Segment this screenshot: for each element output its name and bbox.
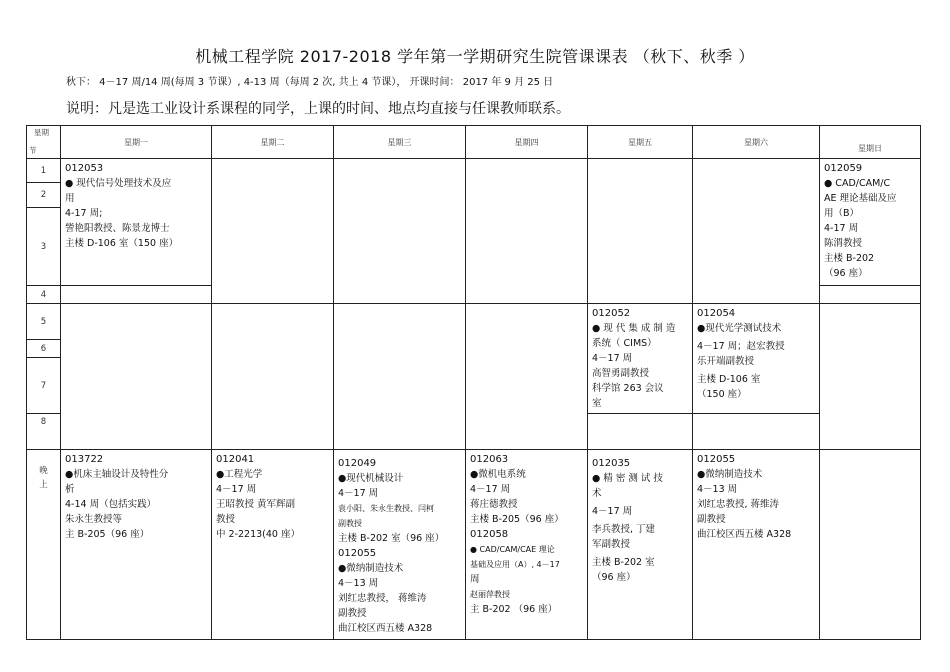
course-line: ● CAD/CAM/CAE 理论	[470, 545, 555, 554]
course-line: 系统（ CIMS）	[592, 338, 657, 349]
day-header-mon: 星期一	[61, 126, 212, 159]
course-cell-sun-morning	[820, 159, 921, 286]
empty-cell	[588, 159, 693, 304]
course-cell-mon-morning	[61, 159, 212, 286]
empty-cell	[820, 450, 921, 640]
course-line: 蒋庄德教授	[470, 499, 518, 510]
course-line: 訾艳阳教授、陈景龙博士	[65, 223, 170, 234]
course-line: AE 理论基础及应	[824, 193, 897, 204]
course-code: 012052	[592, 308, 631, 319]
course-line: 4－17 周；赵宏教授	[697, 341, 785, 352]
course-code: 012053	[65, 163, 104, 174]
course-code: 013722	[65, 454, 104, 465]
day-header-fri: 星期五	[588, 126, 693, 159]
course-line: 析	[65, 484, 75, 495]
course-line: 刘红忠教授, 蒋维涛	[697, 499, 780, 510]
day-header-sun: 星期日	[820, 126, 921, 159]
schedule-table	[26, 125, 921, 640]
empty-cell	[820, 304, 921, 450]
header-row	[27, 126, 921, 159]
empty-cell	[61, 304, 212, 450]
course-line: 乐开端副教授	[697, 356, 755, 367]
course-cell-tue-evening	[212, 450, 334, 640]
evening-char: 晚	[39, 466, 48, 476]
course-line: 高智勇副教授	[592, 368, 650, 379]
course-code: 012055	[338, 548, 377, 559]
empty-cell	[820, 286, 921, 304]
day-header-wed: 星期三	[334, 126, 466, 159]
course-line: 主楼 D-106 室	[697, 374, 761, 385]
section-6-label: 6	[27, 340, 61, 358]
section-7-label: 7	[27, 358, 61, 414]
course-line: ●微纳制造技术	[697, 469, 763, 480]
course-line: 基础及应用（A）, 4－17	[470, 560, 560, 569]
course-line: ●现代机械设计	[338, 473, 404, 484]
course-cell-mon-evening	[61, 450, 212, 640]
course-cell-fri-afternoon	[588, 304, 693, 414]
empty-cell	[334, 159, 466, 304]
course-line: 室	[592, 398, 602, 409]
empty-cell	[466, 159, 588, 304]
course-line: ●微机电系统	[470, 469, 526, 480]
section-evening-label	[27, 450, 61, 640]
course-code: 012058	[470, 529, 509, 540]
course-line: 曲江校区西五楼 A328	[697, 529, 792, 540]
course-line: 4－13 周	[697, 484, 738, 495]
page-title: 机械工程学院 2017-2018 学年第一学期研究生院管课课表 （秋下、秋季 ）	[195, 47, 755, 66]
course-line: 术	[592, 488, 602, 499]
course-line: ●工程光学	[216, 469, 263, 480]
course-line: （96 座）	[824, 268, 868, 279]
empty-cell	[588, 414, 693, 450]
course-cell-wed-evening	[334, 450, 466, 640]
course-line: 用（B）	[824, 208, 860, 219]
course-line: （96 座）	[592, 572, 636, 583]
course-line: 主楼 D-106 室（150 座）	[65, 238, 179, 249]
empty-cell	[334, 304, 466, 450]
course-line: ● 现 代 集 成 制 造	[592, 323, 676, 334]
course-line: 主楼 B-205（96 座）	[470, 514, 564, 525]
course-line: 李兵教授, 丁建	[592, 524, 656, 535]
course-line: 4－17 周	[338, 488, 379, 499]
course-line: 周	[470, 574, 480, 585]
course-line: ●机床主轴设计及特性分	[65, 469, 169, 480]
empty-cell	[693, 414, 820, 450]
course-cell-sat-afternoon	[693, 304, 820, 414]
course-cell-sat-evening	[693, 450, 820, 640]
course-line: 4－17 周	[592, 353, 633, 364]
course-line: 4-17 周	[824, 223, 859, 234]
course-line: 主 B-202 （96 座）	[470, 604, 558, 615]
course-line: 朱永生教授等	[65, 514, 123, 525]
empty-cell	[212, 304, 334, 450]
course-code: 012054	[697, 308, 736, 319]
course-line: 4－17 周	[470, 484, 511, 495]
schedule-subline: 秋下： 4－17 周/14 周(每周 3 节课）, 4-13 周（每周 2 次, 共上 4 节课）， 开课时间： 2017 年 9 月 25 日	[66, 77, 554, 88]
course-line: 曲江校区西五楼 A328	[338, 623, 433, 634]
course-code: 012059	[824, 163, 863, 174]
course-line: 4-14 周（包括实践）	[65, 499, 157, 510]
corner-bottom-label: 节	[29, 146, 37, 155]
empty-cell	[693, 159, 820, 304]
section-5-label: 5	[27, 304, 61, 340]
course-code: 012063	[470, 454, 509, 465]
corner-top-label: 星期	[34, 128, 49, 137]
course-line: 主楼 B-202 室	[592, 557, 655, 568]
empty-cell	[466, 304, 588, 450]
course-line: ●现代光学测试技术	[697, 323, 782, 334]
course-line: ● 精 密 测 试 技	[592, 473, 663, 484]
course-line: 4－13 周	[338, 578, 379, 589]
section-4-label: 4	[27, 286, 61, 304]
course-line: 军副教授	[592, 539, 631, 550]
course-line: ● 现代信号处理技术及应	[65, 178, 172, 189]
schedule-note: 说明：凡是选工业设计系课程的同学，上课的时间、地点均直接与任课教师联系。	[66, 101, 570, 117]
course-line: 副教授	[338, 608, 367, 619]
day-header-thu: 星期四	[466, 126, 588, 159]
course-line: 4-17 周;	[65, 208, 103, 219]
course-line: 主楼 B-202	[824, 253, 875, 264]
course-line: 赵丽萍教授	[470, 590, 510, 599]
evening-char: 上	[39, 480, 48, 490]
course-line: （150 座）	[697, 389, 747, 400]
course-line: ●微纳制造技术	[338, 563, 404, 574]
course-cell-fri-evening	[588, 450, 693, 640]
course-code: 012035	[592, 458, 631, 469]
course-line: 4－17 周	[216, 484, 257, 495]
empty-cell	[212, 159, 334, 304]
course-line: 科学馆 263 会议	[592, 383, 664, 394]
course-line: 主 B-205（96 座）	[65, 529, 150, 540]
course-line: 副教授	[338, 519, 362, 528]
day-header-tue: 星期二	[212, 126, 334, 159]
section-3-label: 3	[27, 208, 61, 286]
course-line: 袁小阳、朱永生教授、闫柯	[338, 504, 434, 513]
section-1-label: 1	[27, 159, 61, 183]
course-code: 012049	[338, 458, 377, 469]
empty-cell	[61, 286, 212, 304]
course-line: 用	[65, 193, 75, 204]
course-code: 012041	[216, 454, 255, 465]
day-header-sat: 星期六	[693, 126, 820, 159]
course-line: ● CAD/CAM/C	[824, 178, 891, 189]
course-code: 012055	[697, 454, 736, 465]
section-2-label: 2	[27, 183, 61, 208]
course-line: 教授	[216, 514, 236, 525]
course-line: 刘红忠教授， 蒋维涛	[338, 593, 427, 604]
corner-cell	[27, 126, 61, 159]
course-line: 4－17 周	[592, 506, 633, 517]
course-line: 主楼 B-202 室（96 座）	[338, 533, 445, 544]
course-line: 中 2-2213(40 座）	[216, 529, 300, 540]
course-cell-thu-evening	[466, 450, 588, 640]
course-line: 王昭教授 黄军辉副	[216, 499, 296, 510]
course-line: 副教授	[697, 514, 726, 525]
section-8-label: 8	[27, 414, 61, 450]
course-line: 陈渭教授	[824, 238, 863, 249]
